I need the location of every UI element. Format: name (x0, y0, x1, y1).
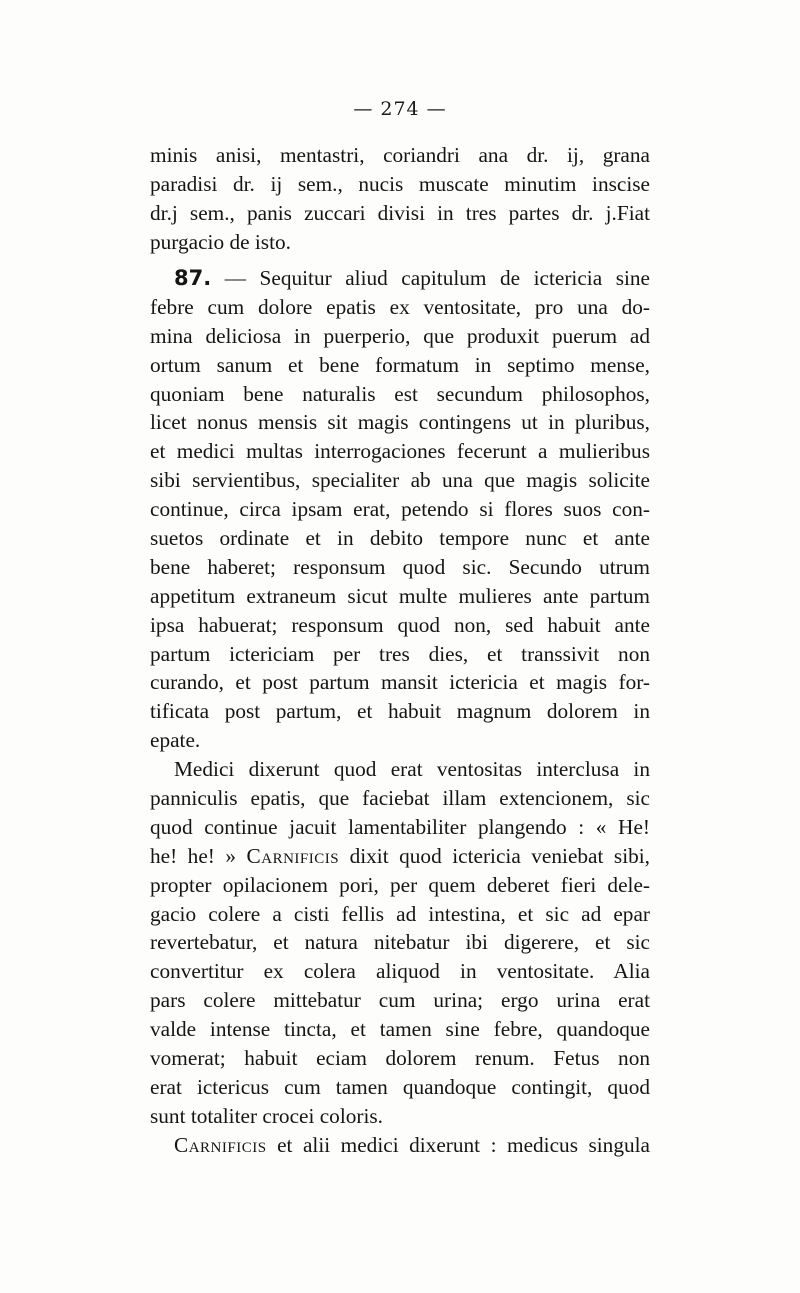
intro-line: minis anisi, mentastri, coriandri ana dr. ij, grana (150, 143, 650, 167)
section-line: tificata post partum, et habuit magnum dolorem in (150, 699, 650, 724)
paragraph3-text: et alii medici dixerunt : medicus singula (277, 1132, 651, 1157)
section-line: et medici multas interrogaciones fecerunt a mulieribus (150, 439, 650, 464)
section-first-line (150, 264, 650, 293)
intro-line: paradisi dr. ij sem., nucis muscate minutim inscise (150, 171, 650, 196)
paragraph2-line: gacio colere a cisti fellis ad intestina, et sic ad epar (150, 901, 650, 926)
paragraph2-line: quod continue jacuit lamentabiliter plangendo : « He! (150, 814, 650, 839)
section-line: continue, circa ipsam erat, petendo si flores suos con- (150, 497, 650, 522)
paragraph2-line: revertebatur, et natura nitebatur ibi digerere, et sic (150, 930, 650, 955)
section-line: licet nonus mensis sit magis contingens ut in pluribus, (150, 410, 650, 435)
paragraph2-line: erat ictericus cum tamen quandoque contingit, quod (150, 1074, 650, 1099)
author-name: Carnificis (174, 1132, 267, 1157)
paragraph2-line-pre: he! he! » (150, 843, 237, 868)
paragraph3-line (150, 1131, 650, 1160)
section-87 (150, 264, 650, 1160)
section-line: — Sequitur aliud capitulum de ictericia sine (224, 266, 650, 290)
intro-line: dr.j sem., panis zuccari divisi in tres partes dr. j.Fiat (150, 200, 650, 225)
section-line: ortum sanum et bene formatum in septimo mense, (150, 352, 650, 377)
section-line: quoniam bene naturalis est secundum philosophos, (150, 381, 650, 406)
author-name: Carnificis (246, 843, 340, 868)
paragraph2-line-post: dixit quod ictericia veniebat sibi, (349, 843, 651, 868)
paragraph2-line: Medici dixerunt quod erat ventositas interclusa in (174, 757, 650, 782)
paragraph2-line: pars colere mittebatur cum urina; ergo urina erat (150, 988, 650, 1013)
section-line: epate. (150, 728, 201, 753)
intro-paragraph (150, 141, 650, 257)
section-line: suetos ordinate et in debito tempore nunc et ante (150, 526, 650, 551)
section-number: 87. (174, 266, 212, 290)
paragraph2-name-line (150, 842, 650, 871)
paragraph2-line: panniculis epatis, que faciebat illam extencionem, sic (150, 786, 650, 811)
intro-line: purgacio de isto. (150, 229, 291, 254)
section-line: appetitum extraneum sicut multe mulieres ante partum (150, 583, 650, 608)
section-line: sibi servientibus, specialiter ab una que magis solicite (150, 468, 650, 493)
paragraph2-line: valde intense tincta, et tamen sine febre, quandoque (150, 1017, 650, 1042)
page-number: — 274 — (353, 98, 447, 120)
paragraph2-line: sunt totaliter crocei coloris. (150, 1103, 384, 1128)
paragraph2-line: convertitur ex colera aliquod in ventositate. Alia (150, 959, 650, 984)
paragraph2-line: vomerat; habuit eciam dolorem renum. Fetus non (150, 1046, 650, 1071)
section-line: bene haberet; responsum quod sic. Secundo utrum (150, 554, 650, 579)
section-line: mina deliciosa in puerperio, que produxit puerum ad (150, 323, 650, 348)
paragraph2-line: propter opilacionem pori, per quem deberet fieri dele- (150, 872, 650, 897)
section-line: curando, et post partum mansit ictericia et magis for- (150, 670, 650, 695)
section-line: partum ictericiam per tres dies, et transsivit non (150, 641, 650, 666)
section-line: ipsa habuerat; responsum quod non, sed habuit ante (150, 612, 650, 637)
section-line: febre cum dolore epatis ex ventositate, pro una do- (150, 294, 650, 319)
